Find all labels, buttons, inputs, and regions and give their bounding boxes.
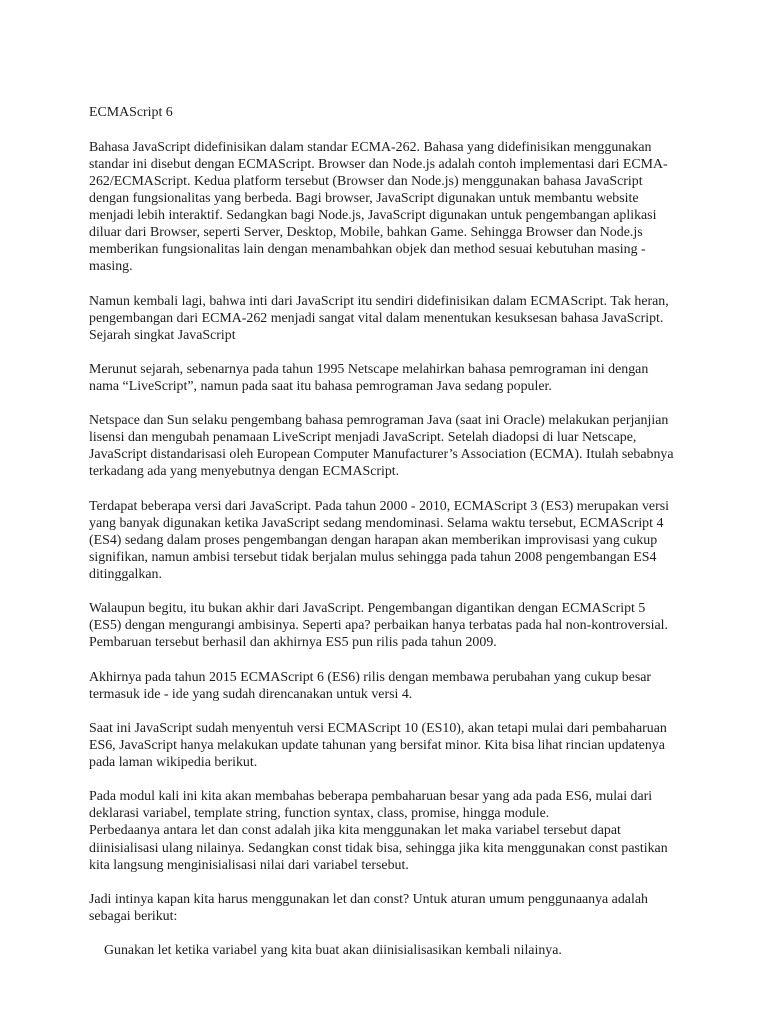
paragraph-core-ecmascript: Namun kembali lagi, bahwa inti dari JavaScript itu sendiri didefinisikan dalam ECMAScript. Tak heran, pengembangan dari ECMA-262 menjadi sangat vital dalam menentukan kesuksesan bahasa JavaScript. Sejarah singkat JavaScript xyxy=(89,293,669,343)
paragraph-es6: Akhirnya pada tahun 2015 ECMAScript 6 (ES6) rilis dengan membawa perubahan yang cukup besar termasuk ide - ide yang sudah direncanakan untuk versi 4. xyxy=(89,669,652,702)
document-title: ECMAScript 6 xyxy=(89,105,173,120)
document-page xyxy=(89,104,677,959)
list-item-let: Gunakan let ketika variabel yang kita buat akan diinisialisasikan kembali nilainya. xyxy=(104,943,562,959)
paragraph-usage-rules: Jadi intinya kapan kita harus menggunakan let dan const? Untuk aturan umum penggunaanya adalah sebagai berikut: xyxy=(89,891,648,924)
paragraph-intro: Bahasa JavaScript didefinisikan dalam standar ECMA-262. Bahasa yang didefinisikan menggunakan standar ini disebut dengan ECMAScript. Browser dan Node.js adalah contoh implementasi dari ECMA-262/ECMAScript. Kedua platform tersebut (Browser dan Node.js) menggunakan bahasa JavaScript dengan fungsionalitas yang berbeda. Bagi browser, JavaScript digunakan untuk membantu website menjadi lebih interaktif. Sedangkan bagi Node.js, JavaScript digunakan untuk pengembangan aplikasi diluar dari Browser, seperti Server, Desktop, Mobile, bahkan Game. Sehingga Browser dan Node.js memberikan fungsionalitas lain dengan menambahkan objek dan method sesuai kebutuhan masing - masing. xyxy=(89,139,668,275)
paragraph-es10: Saat ini JavaScript sudah menyentuh versi ECMAScript 10 (ES10), akan tetapi mulai dari pembaharuan ES6, JavaScript hanya melakukan update tahunan yang bersifat minor. Kita bisa lihat rincian updatenya pada laman wikipedia berikut. xyxy=(89,720,667,771)
paragraph-es5: Walaupun begitu, itu bukan akhir dari JavaScript. Pengembangan digantikan dengan ECMAScript 5 (ES5) dengan mengurangi ambisinya. Seperti apa? perbaikan hanya terbatas pada hal non-kontroversial. Pembaruan tersebut berhasil dan akhirnya ES5 pun rilis pada tahun 2009. xyxy=(89,601,668,651)
paragraph-history: Merunut sejarah, sebenarnya pada tahun 1995 Netscape melahirkan bahasa pemrograman ini dengan nama “LiveScript”, namun pada saat itu bahasa pemrograman Java sedang populer. xyxy=(89,361,649,394)
paragraph-netscape-sun: Netspace dan Sun selaku pengembang bahasa pemrograman Java (saat ini Oracle) melakukan perjanjian lisensi dan mengubah penamaan LiveScript menjadi JavaScript. Setelah diadopsi di luar Netscape, JavaScript distandarisasi oleh European Computer Manufacturer’s Association (ECMA). Itulah sebabnya terkadang ada yang menyebutnya dengan ECMAScript. xyxy=(89,413,674,480)
paragraph-versions: Terdapat beberapa versi dari JavaScript. Pada tahun 2000 - 2010, ECMAScript 3 (ES3) merupakan versi yang banyak digunakan ketika JavaScript sedang mendominasi. Selama waktu tersebut, ECMAScript 4 (ES4) sedang dalam proses pengembangan dengan harapan akan memberikan improvisasi yang cukup signifikan, namun ambisi tersebut tidak berjalan mulus sehingga pada tahun 2008 pengembangan ES4 ditinggalkan. xyxy=(89,498,669,583)
paragraph-let-const: Pada modul kali ini kita akan membahas beberapa pembaharuan besar yang ada pada ES6, mulai dari deklarasi variabel, template string, function syntax, class, promise, hingga module. Perbedaanya antara let dan const adalah jika kita menggunakan let maka variabel tersebut dapat diinisialisasi ulang nilainya. Sedangkan const tidak bisa, sehingga jika kita menggunakan const pastikan kita langsung menginisialisasi nilai dari variabel tersebut. xyxy=(89,789,668,873)
